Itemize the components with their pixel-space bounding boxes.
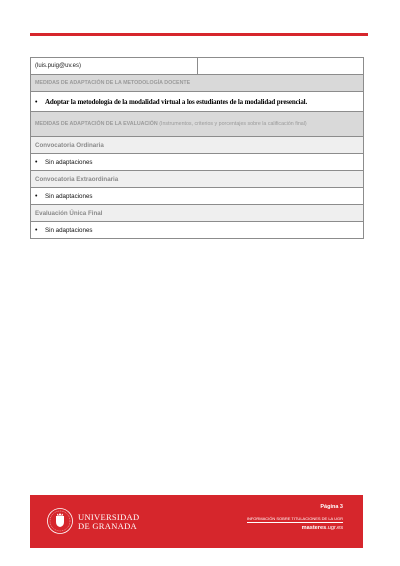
section-title-row xyxy=(31,205,364,222)
section-item: Sin adaptaciones xyxy=(45,158,93,166)
website-link[interactable] xyxy=(302,525,343,531)
section-title: Convocatoria Ordinaria xyxy=(31,137,364,154)
footer-banner xyxy=(30,495,363,548)
contact-email: (luis.puig@uv.es) xyxy=(31,58,198,75)
section-title: Evaluación Única Final xyxy=(31,205,364,222)
header-rule xyxy=(30,33,368,36)
section-item-row xyxy=(31,188,364,205)
section-item-row xyxy=(31,154,364,171)
evaluation-heading-note: (Instrumentos, criterios y porcentajes sobre la calificación final) xyxy=(159,120,307,127)
info-link[interactable]: INFORMACIÓN SOBRE TITULACIONES DE LA UGR xyxy=(246,516,343,521)
section-title-row xyxy=(31,137,364,154)
section-title: Convocatoria Extraordinaria xyxy=(31,171,364,188)
section-item-row xyxy=(31,222,364,239)
bullet-icon: • xyxy=(35,97,38,106)
university-line-2: DE GRANADA xyxy=(78,521,137,531)
contact-empty-cell xyxy=(197,58,364,75)
ugr-crest-icon xyxy=(46,507,74,535)
evaluation-heading xyxy=(31,112,364,137)
section-item: Sin adaptaciones xyxy=(45,226,93,234)
methodology-item-row xyxy=(31,92,364,112)
bullet-icon: • xyxy=(35,226,38,234)
methodology-heading: MEDIDAS DE ADAPTACIÓN DE LA METODOLOGÍA DOCENTE xyxy=(31,75,364,92)
methodology-heading-row xyxy=(31,75,364,92)
university-name xyxy=(78,513,139,531)
evaluation-heading-row xyxy=(31,112,364,137)
section-title-row xyxy=(31,171,364,188)
section-item: Sin adaptaciones xyxy=(45,192,93,200)
contact-row xyxy=(31,58,364,75)
university-line-1: UNIVERSIDAD xyxy=(78,512,140,522)
website-bold: masteres xyxy=(301,525,327,531)
adaptation-table xyxy=(30,57,364,239)
page-number: Página 3 xyxy=(320,504,343,510)
methodology-item: Adoptar la metodología de la modalidad virtual a los estudiantes de la modalidad presencial. xyxy=(45,97,308,106)
evaluation-heading-title: MEDIDAS DE ADAPTACIÓN DE LA EVALUACIÓN xyxy=(35,120,158,127)
bullet-icon: • xyxy=(35,158,38,166)
website-domain: .ugr.es xyxy=(326,525,343,531)
bullet-icon: • xyxy=(35,192,38,200)
